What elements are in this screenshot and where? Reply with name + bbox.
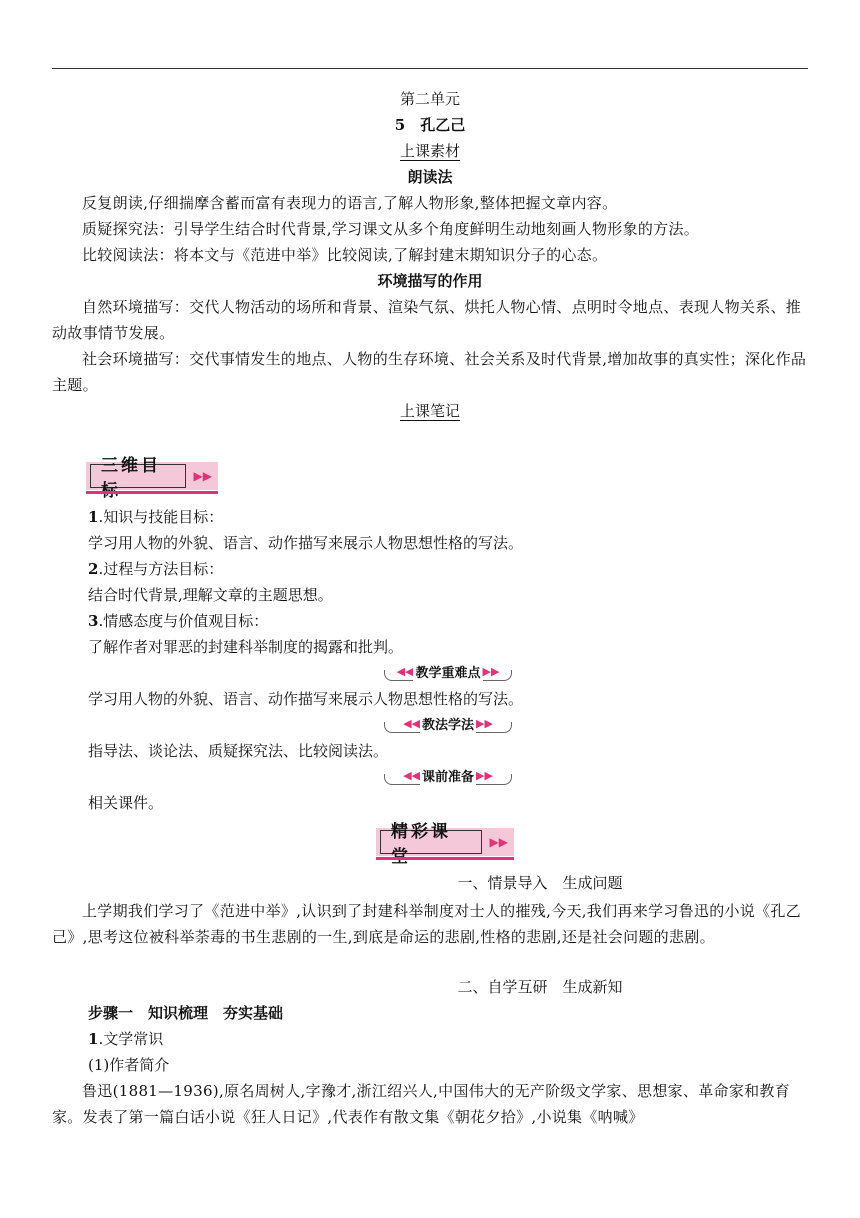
class-tag <box>376 822 514 856</box>
reading-para-2: 质疑探究法：引导学生结合时代背景,学习课文从多个角度鲜明生动地刻画人物形象的方法。 <box>82 220 700 238</box>
double-arrow-icon: ▶▶ <box>489 835 508 849</box>
lit-title: .文学常识 <box>98 1030 164 1048</box>
lesson-title: 5 孔乙己 <box>394 116 466 134</box>
env-para-2: 社会环境描写：交代事情发生的地点、人物的生存环境、社会关系及时代背景,增加故事的真实性；深化作品主题。 <box>52 350 807 394</box>
prep-pill <box>384 765 512 785</box>
right-arrows-icon: ▶▶ <box>482 664 500 678</box>
prep-text: 相关课件。 <box>88 794 164 812</box>
section-notes-wrap <box>52 400 808 422</box>
left-arrows-icon: ◀◀ <box>396 664 414 678</box>
class-tag-label: 精彩课 <box>380 830 482 854</box>
env-heading: 环境描写的作用 <box>377 272 483 290</box>
right-arrows-icon: ▶▶ <box>476 768 493 782</box>
section-material-wrap <box>52 140 808 162</box>
methods-pill <box>384 713 512 733</box>
part2-title: 二、自学互研 生成新知 <box>457 978 623 996</box>
goals-tag <box>86 456 218 490</box>
section-material: 上课素材 <box>399 142 460 160</box>
methods-text: 指导法、谈论法、质疑探究法、比较阅读法。 <box>88 742 389 760</box>
part1-text: 上学期我们学习了《范进中举》,认识到了封建科举制度对士人的摧残,今天,我们再来学习鲁迅的小说《孔乙己》,思考这位被科举荼毒的书生悲剧的一生,到底是命运的悲剧,性格的悲剧,还是社会问题的悲剧。 <box>52 902 802 946</box>
goal-2-text: 结合时代背景,理解文章的主题思想。 <box>88 586 333 604</box>
author-text: 鲁迅(1881—1936),原名周树人,字豫才,浙江绍兴人,中国伟大的无产阶级文学家、思想家、革命家和教育家。发表了第一篇白话小说《狂人日记》,代表作有散文集《朝花夕拾》,小说集《呐喊》 <box>52 1082 791 1126</box>
goal-3-title-text: .情感态度与价值观目标： <box>98 612 269 630</box>
section-notes: 上课笔记 <box>399 402 460 420</box>
reading-heading: 朗读法 <box>407 168 453 186</box>
goal-3-text: 了解作者对罪恶的封建科举制度的揭露和批判。 <box>88 638 404 656</box>
key-points-pill <box>384 661 512 681</box>
goal-2-num: 2 <box>88 560 99 578</box>
key-points-text: 学习用人物的外貌、语言、动作描写来展示人物思想性格的写法。 <box>88 690 524 708</box>
goals-tag-label: 三维目 <box>90 464 186 488</box>
goal-1-text: 学习用人物的外貌、语言、动作描写来展示人物思想性格的写法。 <box>88 534 524 552</box>
goal-3-num: 3 <box>88 612 99 630</box>
double-arrow-icon: ▶▶ <box>193 469 212 483</box>
goal-2-title-text: .过程与方法目标： <box>98 560 224 578</box>
prep-label: 课前准备 <box>420 766 476 785</box>
goal-1-title-text: .知识与技能目标： <box>98 508 224 526</box>
class-tag-underline <box>376 857 514 860</box>
lit-num: 1 <box>88 1030 99 1048</box>
reading-para-1: 反复朗读,仔细揣摩含蓄而富有表现力的语言,了解人物形象,整体把握文章内容。 <box>82 194 618 212</box>
goal-1-num: 1 <box>88 508 99 526</box>
goal-1-title <box>88 506 808 528</box>
left-arrows-icon: ◀◀ <box>403 716 420 730</box>
step1-heading: 步骤一 知识梳理 夯实基础 <box>88 1004 284 1022</box>
goals-tag-underline <box>86 491 218 494</box>
part1-title: 一、情景导入 生成问题 <box>457 874 623 892</box>
lit-heading <box>88 1028 808 1050</box>
reading-para-3: 比较阅读法：将本文与《范进中举》比较阅读,了解封建末期知识分子的心态。 <box>82 246 608 264</box>
goal-2-title <box>88 558 808 580</box>
top-rule <box>52 68 808 69</box>
goal-3-title <box>88 610 808 632</box>
unit-title: 第二单元 <box>399 90 460 108</box>
right-arrows-icon: ▶▶ <box>476 716 493 730</box>
left-arrows-icon: ◀◀ <box>403 768 420 782</box>
author-subheading: (1)作者简介 <box>88 1056 170 1074</box>
methods-label: 教法学法 <box>420 714 476 733</box>
env-para-1: 自然环境描写：交代人物活动的场所和背景、渲染气氛、烘托人物心情、点明时令地点、表现人物关系、推动故事情节发展。 <box>52 298 802 342</box>
key-points-label: 教学重难点 <box>413 662 482 681</box>
